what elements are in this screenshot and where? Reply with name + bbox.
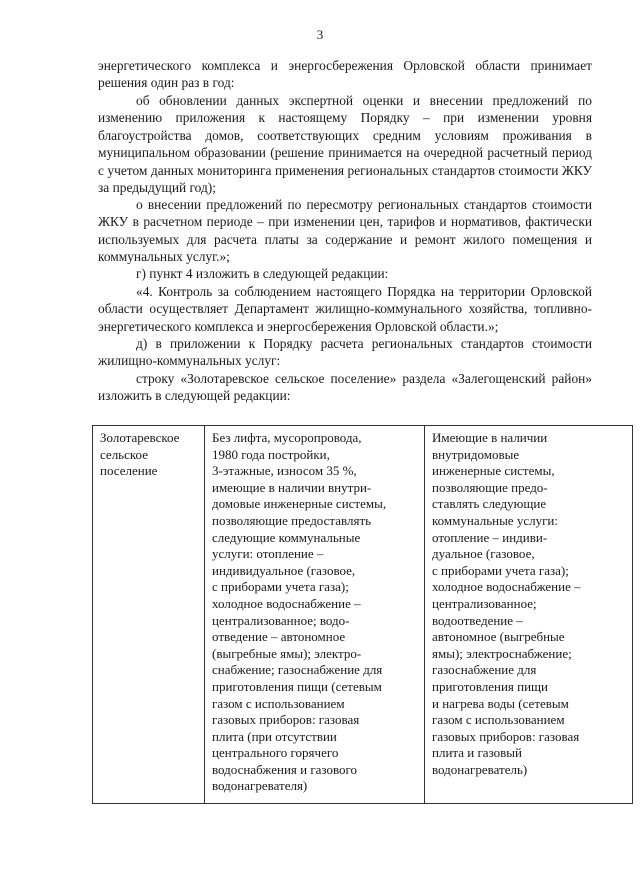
table-row <box>93 426 633 804</box>
utility-systems-cell: Имеющие в наличии внутридомовые инженерные системы, позволяющие предо- ставлять следующие коммунальные услуги: отопление – индиви- дуальное (газовое, с приборами учета газа); холодное водоснабжение – централизованное; водоотведение – автономное (выгребные ямы); электроснабжение; газоснабжение для приготовления пищи и нагрева воды (сетевым газом с использованием газовых приборов: газовая плита и газовый водонагреватель) <box>425 426 633 804</box>
page-number: 3 <box>316 27 324 42</box>
paragraph-update-expert-data: об обновлении данных экспертной оценки и внесении предложений по изменению приложения к настоящему Порядку – при изменении уровня благоустройства домов, соответствующих средним условиям проживания в муниципальном образовании (решение принимается на очередной расчетный период с учетом данных мониторинга применения региональных стандартов стоимости ЖКУ за предыдущий год); <box>98 93 592 196</box>
paragraph-revision-proposals: о внесении предложений по пересмотру региональных стандартов стоимости ЖКУ в расчетном периоде – при изменении цен, тарифов и нормативов, фактически используемых для расчета платы за содержание и ремонт жилого помещения и коммунальных услуг.»; <box>98 197 592 265</box>
settlement-name-cell: Золотаревское сельское поселение <box>93 426 205 804</box>
standards-table <box>92 425 633 804</box>
paragraph-control-clause: «4. Контроль за соблюдением настоящего Порядка на территории Орловской области осуществляет Департамент жилищно-коммунального хозяйства, топливно-энергетического комплекса и энергосбережения Орловской области.»; <box>98 284 592 334</box>
paragraph-item-g: г) пункт 4 изложить в следующей редакции: <box>136 266 389 281</box>
paragraph-item-d: д) в приложении к Порядку расчета региональных стандартов стоимости жилищно-коммунальных услуг: <box>98 336 592 369</box>
housing-description-cell: Без лифта, мусоропровода, 1980 года постройки, 3-этажные, износом 35 %, имеющие в наличии внутри- домовые инженерные системы, позволяющие предоставлять следующие коммунальные услуги: отопление – индивидуальное (газовое, с приборами учета газа); холодное водоснабжение – централизованное; водо- отведение – автономное (выгребные ямы); электро- снабжение; газоснабжение для приготовления пищи (сетевым газом с использованием газовых приборов: газовая плита (при отсутствии центрального горячего водоснабжения и газового водонагревателя) <box>205 426 425 804</box>
paragraph-continuation: энергетического комплекса и энергосбережения Орловской области принимает решения один раз в год: <box>98 58 592 91</box>
paragraph-row-replacement: строку «Золотаревское сельское поселение» раздела «Залегощенский район» изложить в следующей редакции: <box>98 371 592 404</box>
